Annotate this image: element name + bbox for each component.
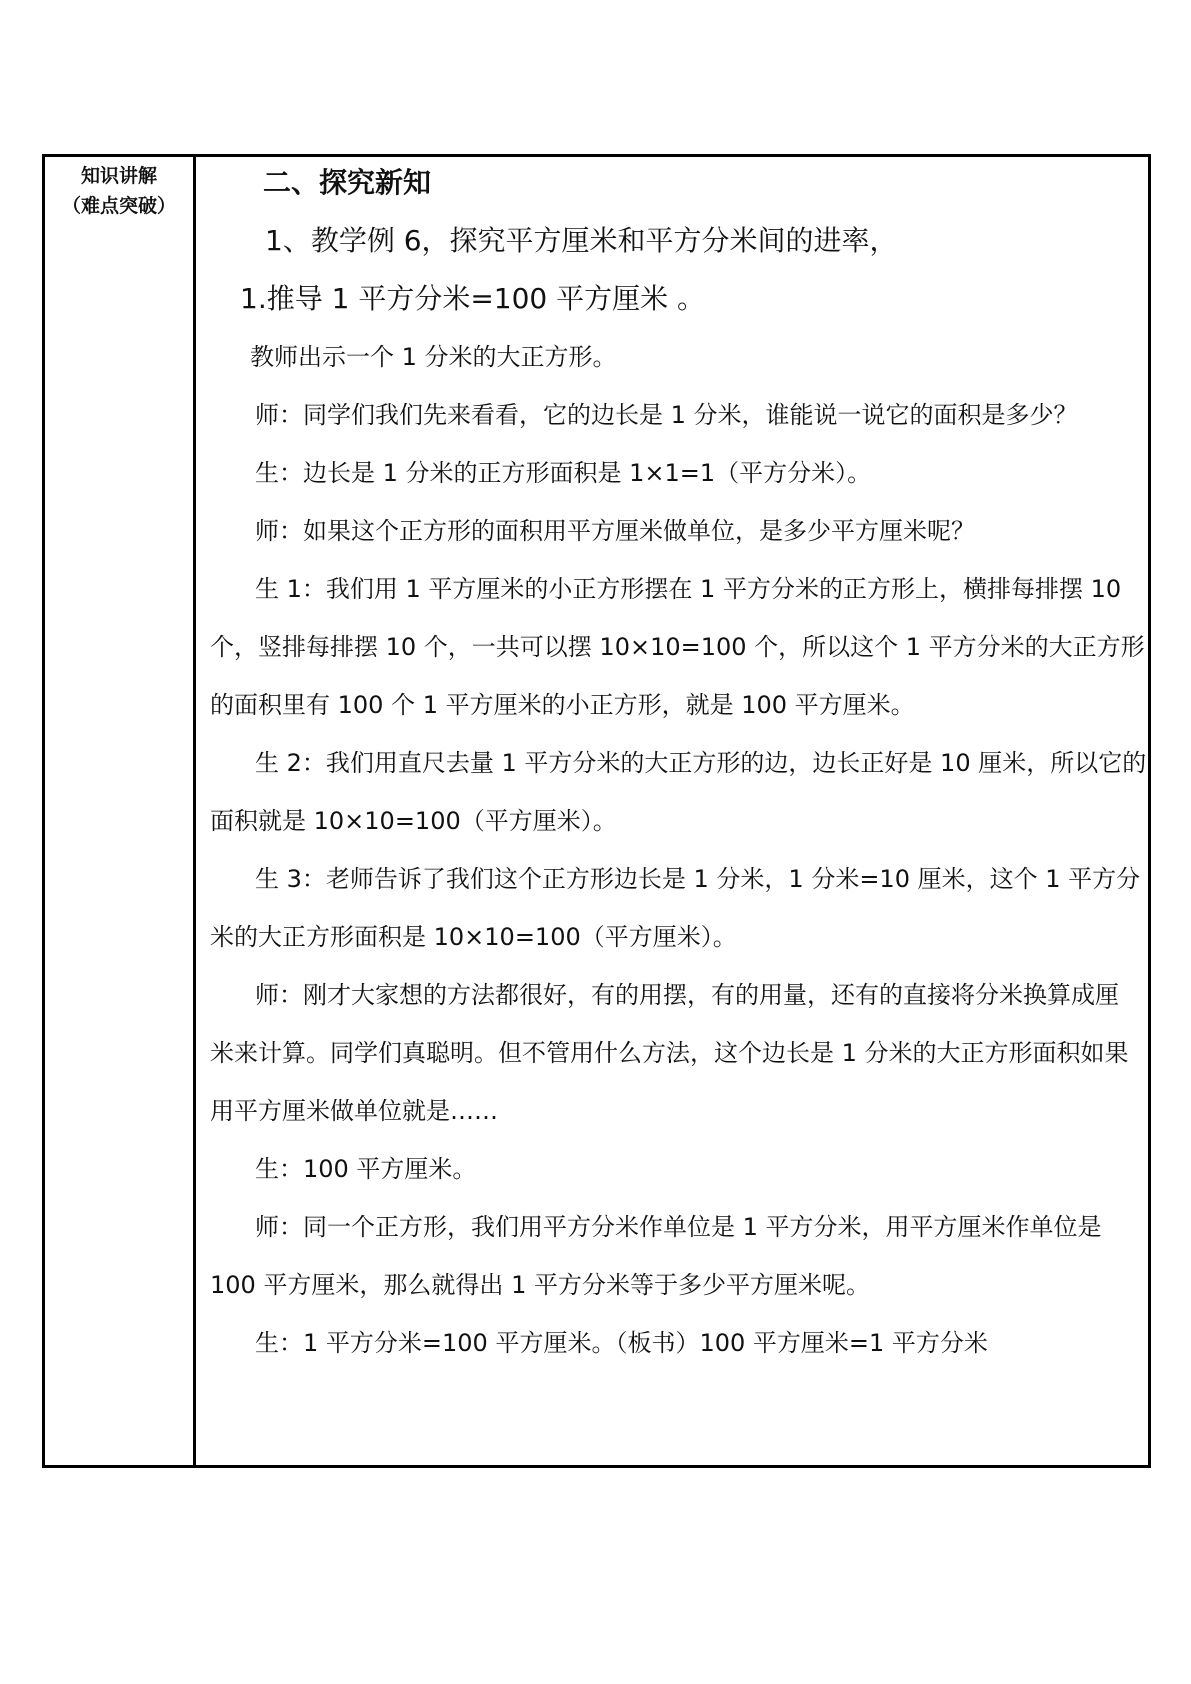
paragraph: 米的大正方形面积是 10×10=100（平方厘米）。	[210, 923, 737, 951]
paragraph: 生 3：老师告诉了我们这个正方形边长是 1 分米，1 分米=10 厘米，这个 1 平方分	[255, 865, 1141, 893]
paragraph: 生：边长是 1 分米的正方形面积是 1×1=1（平方分米）。	[255, 459, 872, 487]
paragraph: 生 2：我们用直尺去量 1 平方分米的大正方形的边，边长正好是 10 厘米，所以它的	[255, 749, 1147, 777]
section-label-cell	[45, 157, 193, 221]
paragraph: 用平方厘米做单位就是……	[210, 1097, 498, 1125]
paragraph: 个，竖排每排摆 10 个，一共可以摆 10×10=100 个，所以这个 1 平方分米的大正方形	[210, 633, 1145, 661]
section-sublabel: （难点突破）	[61, 195, 176, 217]
paragraph: 米来计算。同学们真聪明。但不管用什么方法，这个边长是 1 分米的大正方形面积如果	[210, 1039, 1129, 1067]
paragraph: 100 平方厘米，那么就得出 1 平方分米等于多少平方厘米呢。	[210, 1271, 870, 1299]
paragraph: 师：刚才大家想的方法都很好，有的用摆，有的用量，还有的直接将分米换算成厘	[255, 981, 1119, 1009]
subsection-title: 1.推导 1 平方分米=100 平方厘米 。	[240, 282, 706, 315]
paragraph: 面积就是 10×10=100（平方厘米）。	[210, 807, 617, 835]
paragraph: 生：100 平方厘米。	[255, 1155, 477, 1183]
paragraph: 教师出示一个 1 分米的大正方形。	[250, 343, 617, 371]
section-label: 知识讲解	[80, 165, 157, 187]
paragraph: 师：同一个正方形，我们用平方分米作单位是 1 平方分米，用平方厘米作单位是	[255, 1213, 1102, 1241]
column-divider	[193, 157, 196, 1465]
paragraph: 生：1 平方分米=100 平方厘米。（板书）100 平方厘米=1 平方分米	[255, 1329, 988, 1357]
paragraph: 师：如果这个正方形的面积用平方厘米做单位，是多少平方厘米呢？	[255, 517, 975, 545]
paragraph: 的面积里有 100 个 1 平方厘米的小正方形，就是 100 平方厘米。	[210, 691, 915, 719]
paragraph: 生 1：我们用 1 平方厘米的小正方形摆在 1 平方分米的正方形上，横排每排摆 10	[255, 575, 1122, 603]
example-title: 1、教学例 6，探究平方厘米和平方分米间的进率，	[265, 224, 898, 257]
section-heading: 二、探究新知	[263, 166, 432, 199]
lesson-table	[42, 154, 1151, 1468]
paragraph: 师：同学们我们先来看看，它的边长是 1 分米，谁能说一说它的面积是多少？	[255, 401, 1078, 429]
